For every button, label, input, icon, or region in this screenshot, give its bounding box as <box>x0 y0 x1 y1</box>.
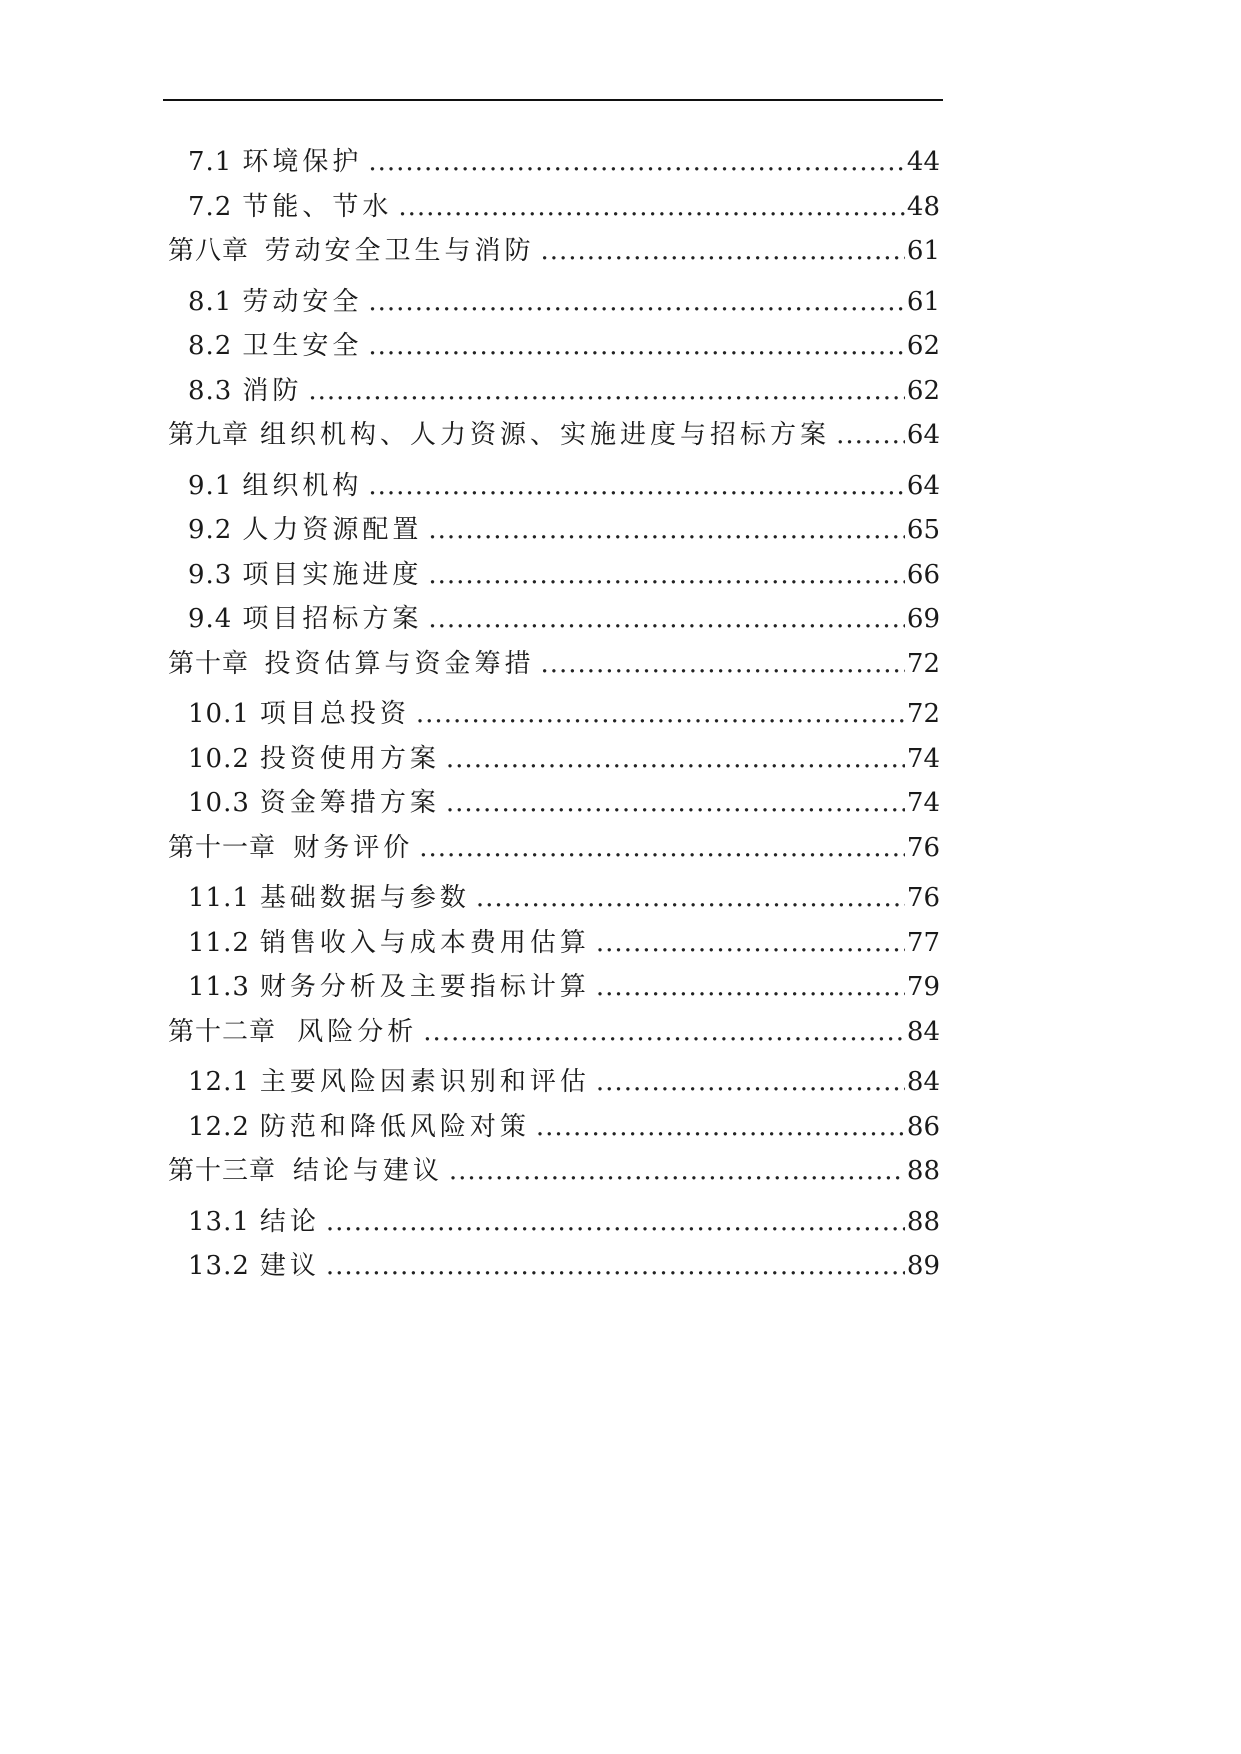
toc-page-number: 72 <box>906 648 940 679</box>
toc-section-number: 9.4 <box>188 604 233 634</box>
toc-chapter-number: 第十二章 <box>168 1016 277 1047</box>
toc-section-number: 8.2 <box>188 331 233 361</box>
toc-section-title: 人力资源配置 <box>242 515 423 545</box>
toc-chapter-title: 劳动安全卫生与消防 <box>264 236 535 266</box>
toc-page-number: 48 <box>906 191 940 222</box>
toc-chapter-entry[interactable] <box>168 642 940 687</box>
toc-chapter-number: 第八章 <box>168 236 250 266</box>
toc-page-number: 79 <box>906 972 940 1002</box>
toc-dot-leader <box>423 1010 905 1055</box>
toc-page-number: 69 <box>906 604 940 634</box>
toc-dot-leader <box>398 185 905 230</box>
toc-section-number: 9.3 <box>188 559 233 590</box>
toc-entry[interactable] <box>168 185 940 230</box>
toc-page-number: 64 <box>906 470 940 501</box>
toc-entry[interactable] <box>168 280 940 325</box>
toc-section-number: 11.3 <box>188 972 250 1002</box>
toc-dot-leader <box>836 413 905 458</box>
toc-chapter-entry[interactable] <box>168 413 940 458</box>
toc-dot-leader <box>596 965 905 1010</box>
toc-section-number: 10.2 <box>188 743 250 774</box>
toc-dot-leader <box>449 1149 905 1194</box>
header-rule <box>163 99 943 101</box>
toc-dot-leader <box>446 781 905 826</box>
toc-entry[interactable] <box>168 140 940 185</box>
toc-entry[interactable] <box>168 1200 940 1245</box>
toc-entry[interactable] <box>168 781 940 826</box>
toc-page-number: 64 <box>906 420 940 450</box>
toc-section-number: 13.1 <box>188 1206 250 1237</box>
toc-section-title: 卫生安全 <box>242 331 363 361</box>
toc-entry[interactable] <box>168 876 940 921</box>
toc-section-number: 7.1 <box>188 147 233 177</box>
toc-section-number: 9.2 <box>188 515 233 545</box>
toc-chapter-number: 第十章 <box>168 648 250 679</box>
toc-page-number: 61 <box>906 236 940 266</box>
toc-entry[interactable] <box>168 464 940 509</box>
toc-section-title: 节能、节水 <box>242 191 393 222</box>
toc-section-number: 11.2 <box>188 927 250 958</box>
toc-page-number: 72 <box>906 699 940 729</box>
toc-section-title: 组织机构 <box>242 470 363 501</box>
toc-page-number: 65 <box>906 515 940 545</box>
toc-section-title: 结论 <box>259 1206 320 1237</box>
toc-page-number: 86 <box>906 1111 940 1142</box>
toc-dot-leader <box>428 597 905 642</box>
toc-section-title: 财务分析及主要指标计算 <box>259 972 590 1002</box>
toc-dot-leader <box>476 876 905 921</box>
toc-entry[interactable] <box>168 553 940 598</box>
toc-page-number: 88 <box>906 1206 940 1237</box>
toc-dot-leader <box>416 692 905 737</box>
toc-dot-leader <box>368 280 905 325</box>
toc-dot-leader <box>419 826 905 871</box>
toc-section-title: 主要风险因素识别和评估 <box>259 1067 590 1097</box>
toc-entry[interactable] <box>168 692 940 737</box>
toc-section-title: 项目实施进度 <box>242 559 423 590</box>
toc-dot-leader <box>540 642 904 687</box>
toc-entry[interactable] <box>168 1060 940 1105</box>
toc-section-number: 10.3 <box>188 788 250 818</box>
toc-section-number: 8.3 <box>188 375 233 406</box>
toc-dot-leader <box>326 1200 905 1245</box>
toc-section-title: 消防 <box>242 375 303 406</box>
toc-section-number: 8.1 <box>188 286 233 317</box>
toc-chapter-number: 第九章 <box>168 420 250 450</box>
toc-chapter-title: 风险分析 <box>297 1016 418 1047</box>
toc-page-number: 84 <box>906 1016 940 1047</box>
table-of-contents <box>168 140 940 1289</box>
toc-dot-leader <box>596 921 905 966</box>
toc-section-number: 10.1 <box>188 699 250 729</box>
toc-chapter-title: 组织机构、人力资源、实施进度与招标方案 <box>260 420 831 450</box>
toc-dot-leader <box>308 369 905 414</box>
toc-section-title: 项目招标方案 <box>242 604 423 634</box>
toc-page-number: 88 <box>906 1156 940 1186</box>
toc-dot-leader <box>540 229 904 274</box>
toc-section-title: 防范和降低风险对策 <box>259 1111 530 1142</box>
toc-page-number: 66 <box>906 559 940 590</box>
toc-chapter-title: 投资估算与资金筹措 <box>264 648 535 679</box>
toc-chapter-entry[interactable] <box>168 826 940 871</box>
toc-section-number: 11.1 <box>188 883 250 913</box>
toc-dot-leader <box>368 324 905 369</box>
toc-page-number: 61 <box>906 286 940 317</box>
toc-chapter-number: 第十一章 <box>168 832 277 863</box>
toc-section-title: 销售收入与成本费用估算 <box>259 927 590 958</box>
toc-section-title: 基础数据与参数 <box>259 883 470 913</box>
toc-section-title: 劳动安全 <box>242 286 363 317</box>
toc-dot-leader <box>428 553 905 598</box>
toc-page-number: 77 <box>906 927 940 958</box>
toc-dot-leader <box>326 1244 905 1289</box>
toc-section-title: 建议 <box>259 1251 320 1281</box>
toc-dot-leader <box>368 140 905 185</box>
toc-section-number: 13.2 <box>188 1251 250 1281</box>
toc-entry[interactable] <box>168 921 940 966</box>
toc-dot-leader <box>596 1060 905 1105</box>
toc-page-number: 44 <box>906 147 940 177</box>
toc-entry[interactable] <box>168 508 940 553</box>
toc-section-number: 12.2 <box>188 1111 250 1142</box>
toc-entry[interactable] <box>168 597 940 642</box>
toc-section-title: 投资使用方案 <box>259 743 440 774</box>
toc-dot-leader <box>446 737 905 782</box>
toc-entry[interactable] <box>168 965 940 1010</box>
toc-dot-leader <box>368 464 905 509</box>
toc-entry[interactable] <box>168 1105 940 1150</box>
toc-section-title: 项目总投资 <box>259 699 410 729</box>
toc-chapter-number: 第十三章 <box>168 1156 277 1186</box>
toc-page-number: 84 <box>906 1067 940 1097</box>
toc-entry[interactable] <box>168 369 940 414</box>
toc-section-number: 9.1 <box>188 470 233 501</box>
toc-page-number: 62 <box>906 375 940 406</box>
toc-page-number: 74 <box>906 743 940 774</box>
toc-entry[interactable] <box>168 1244 940 1289</box>
toc-section-number: 7.2 <box>188 191 233 222</box>
toc-chapter-title: 财务评价 <box>293 832 414 863</box>
toc-page-number: 76 <box>906 832 940 863</box>
toc-entry[interactable] <box>168 324 940 369</box>
toc-page-number: 62 <box>906 331 940 361</box>
toc-chapter-entry[interactable] <box>168 1010 940 1055</box>
toc-page-number: 74 <box>906 788 940 818</box>
toc-entry[interactable] <box>168 737 940 782</box>
toc-section-number: 12.1 <box>188 1067 250 1097</box>
toc-chapter-entry[interactable] <box>168 1149 940 1194</box>
toc-section-title: 资金筹措方案 <box>259 788 440 818</box>
toc-chapter-entry[interactable] <box>168 229 940 274</box>
toc-dot-leader <box>428 508 905 553</box>
toc-dot-leader <box>536 1105 905 1150</box>
toc-section-title: 环境保护 <box>242 147 363 177</box>
toc-chapter-title: 结论与建议 <box>292 1156 443 1186</box>
toc-page-number: 89 <box>906 1251 940 1281</box>
toc-page-number: 76 <box>906 883 940 913</box>
